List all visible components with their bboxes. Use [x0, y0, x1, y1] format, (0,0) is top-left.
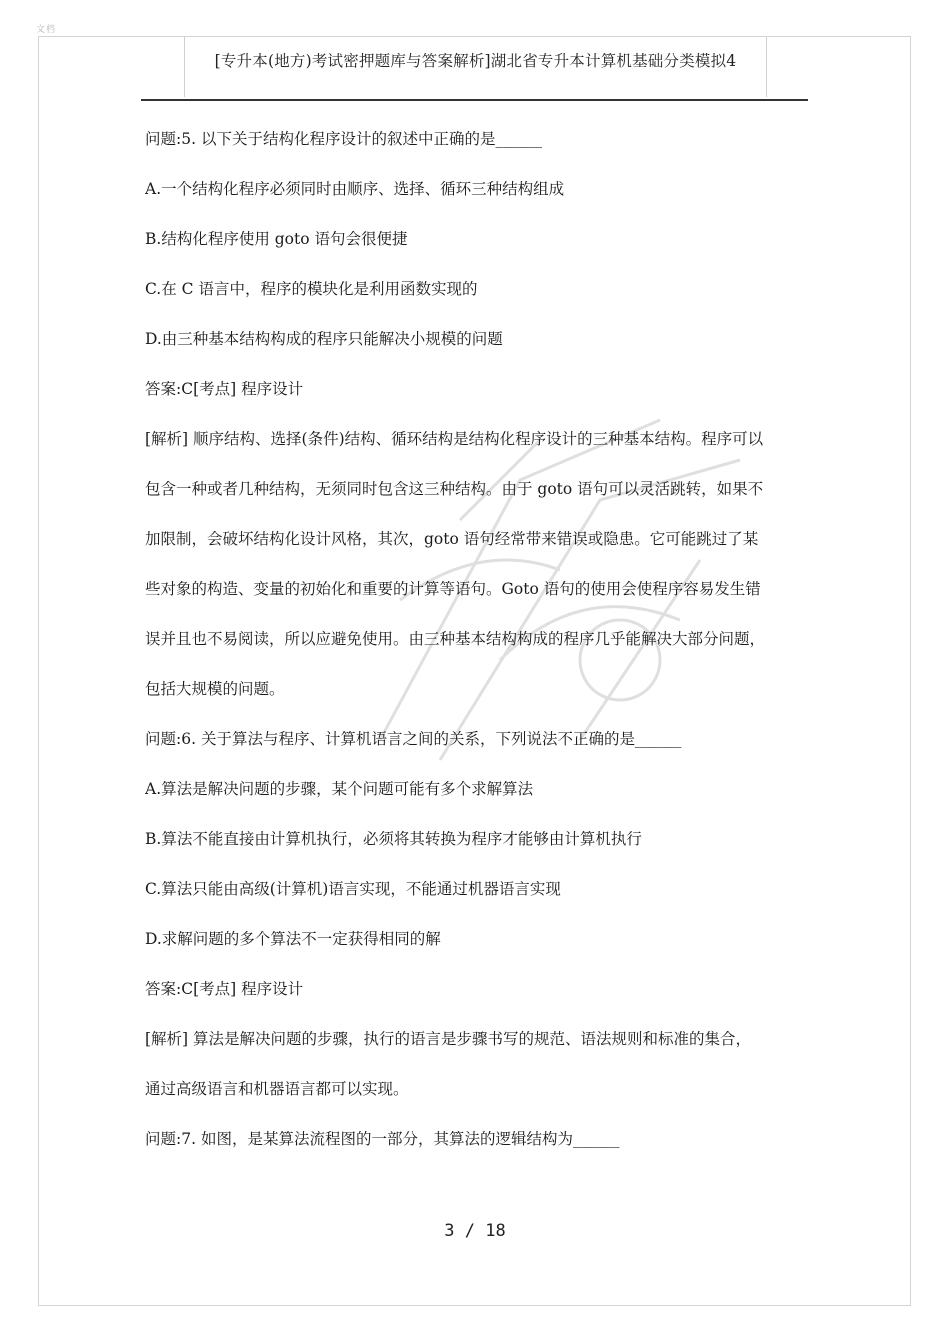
page-number: 3 / 18 [444, 1221, 506, 1241]
analysis-line: 包括大规模的问题。 [145, 680, 285, 698]
answer-line: 答案:C[考点] 程序设计 [145, 380, 304, 398]
analysis-line: [解析] 顺序结构、选择(条件)结构、循环结构是结构化程序设计的三种基本结构。程序可以 [145, 430, 764, 448]
option-d: D.由三种基本结构构成的程序只能解决小规模的问题 [145, 330, 503, 348]
answer-line: 答案:C[考点] 程序设计 [145, 980, 304, 998]
document-title: [专升本(地方)考试密押题库与答案解析]湖北省专升本计算机基础分类模拟4 [214, 52, 737, 70]
analysis-line: 包含一种或者几种结构，无须同时包含这三种结构。由于 goto 语句可以灵活跳转，如果不 [145, 480, 764, 498]
analysis-line: 通过高级语言和机器语言都可以实现。 [145, 1080, 409, 1098]
option-b: B.结构化程序使用 goto 语句会很便捷 [145, 230, 408, 248]
question-stem: 问题:6. 关于算法与程序、计算机语言之间的关系，下列说法不正确的是______ [145, 730, 682, 748]
option-d: D.求解问题的多个算法不一定获得相同的解 [145, 930, 441, 948]
question-stem: 问题:7. 如图，是某算法流程图的一部分，其算法的逻辑结构为______ [145, 1130, 620, 1148]
option-b: B.算法不能直接由计算机执行，必须将其转换为程序才能够由计算机执行 [145, 830, 642, 848]
document-body [145, 114, 810, 1164]
option-a: A.一个结构化程序必须同时由顺序、选择、循环三种结构组成 [145, 180, 565, 198]
analysis-line: 些对象的构造、变量的初始化和重要的计算等语句。Goto 语句的使用会使程序容易发生错 [145, 580, 761, 598]
corner-mark: 文档 [36, 25, 57, 35]
analysis-line: 误并且也不易阅读，所以应避免使用。由三种基本结构构成的程序几乎能解决大部分问题， [145, 630, 766, 648]
option-a: A.算法是解决问题的步骤，某个问题可能有多个求解算法 [145, 780, 534, 798]
question-stem: 问题:5. 以下关于结构化程序设计的叙述中正确的是______ [145, 130, 542, 148]
option-c: C.在 C 语言中，程序的模块化是利用函数实现的 [145, 280, 478, 298]
option-c: C.算法只能由高级(计算机)语言实现，不能通过机器语言实现 [145, 880, 561, 898]
header-rule [141, 99, 808, 101]
analysis-line: 加限制，会破坏结构化设计风格，其次，goto 语句经常带来错误或隐患。它可能跳过了某 [145, 530, 759, 548]
analysis-line: [解析] 算法是解决问题的步骤，执行的语言是步骤书写的规范、语法规则和标准的集合， [145, 1030, 752, 1048]
